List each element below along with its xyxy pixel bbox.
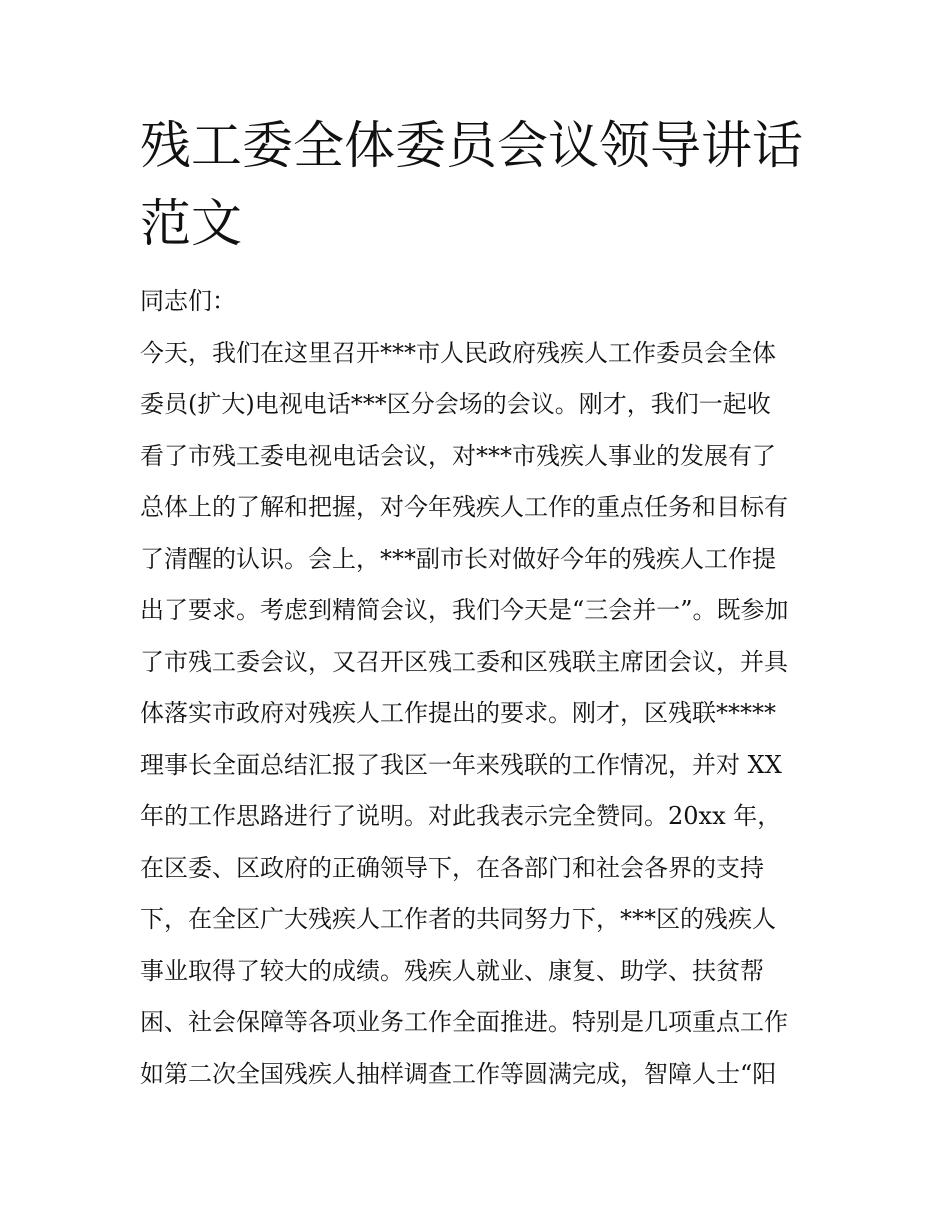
document-title	[140, 108, 840, 264]
body-line: 委员(扩大)电视电话***区分会场的会议。刚才，我们一起收	[140, 390, 771, 418]
body-line: 在区委、区政府的正确领导下，在各部门和社会各界的支持	[140, 853, 764, 882]
body-line: 体落实市政府对残疾人工作提出的要求。刚才，区残联*****	[140, 699, 776, 727]
body-line: 如第二次全国残疾人抽样调查工作等圆满完成，智障人士“阳	[140, 1059, 777, 1088]
body-line: 了市残工委会议，又召开区残工委和区残联主席团会议，并具	[140, 647, 788, 676]
body-line: 理事长全面总结汇报了我区一年来残联的工作情况，并对 XX	[140, 750, 782, 779]
salutation: 同志们：	[140, 287, 236, 315]
body-line: 下，在全区广大残疾人工作者的共同努力下，***区的残疾人	[140, 905, 776, 933]
body-line: 了清醒的认识。会上，***副市长对做好今年的残疾人工作提	[140, 544, 776, 573]
document-body	[140, 280, 840, 1104]
body-line: 年的工作思路进行了说明。对此我表示完全赞同。20xx 年，	[140, 802, 782, 830]
body-line: 总体上的了解和把握，对今年残疾人工作的重点任务和目标有	[140, 493, 788, 521]
body-line: 困、社会保障等各项业务工作全面推进。特别是几项重点工作	[140, 1008, 788, 1036]
body-line: 看了市残工委电视电话会议，对***市残疾人事业的发展有了	[140, 441, 776, 470]
body-line: 今天，我们在这里召开***市人民政府残疾人工作委员会全体	[140, 338, 776, 367]
body-line: 出了要求。考虑到精简会议，我们今天是“三会并一”。既参加	[140, 596, 789, 624]
title-line-2: 范文	[140, 195, 243, 254]
body-line: 事业取得了较大的成绩。残疾人就业、康复、助学、扶贫帮	[140, 956, 764, 985]
title-line-1: 残工委全体委员会议领导讲话	[140, 117, 804, 176]
